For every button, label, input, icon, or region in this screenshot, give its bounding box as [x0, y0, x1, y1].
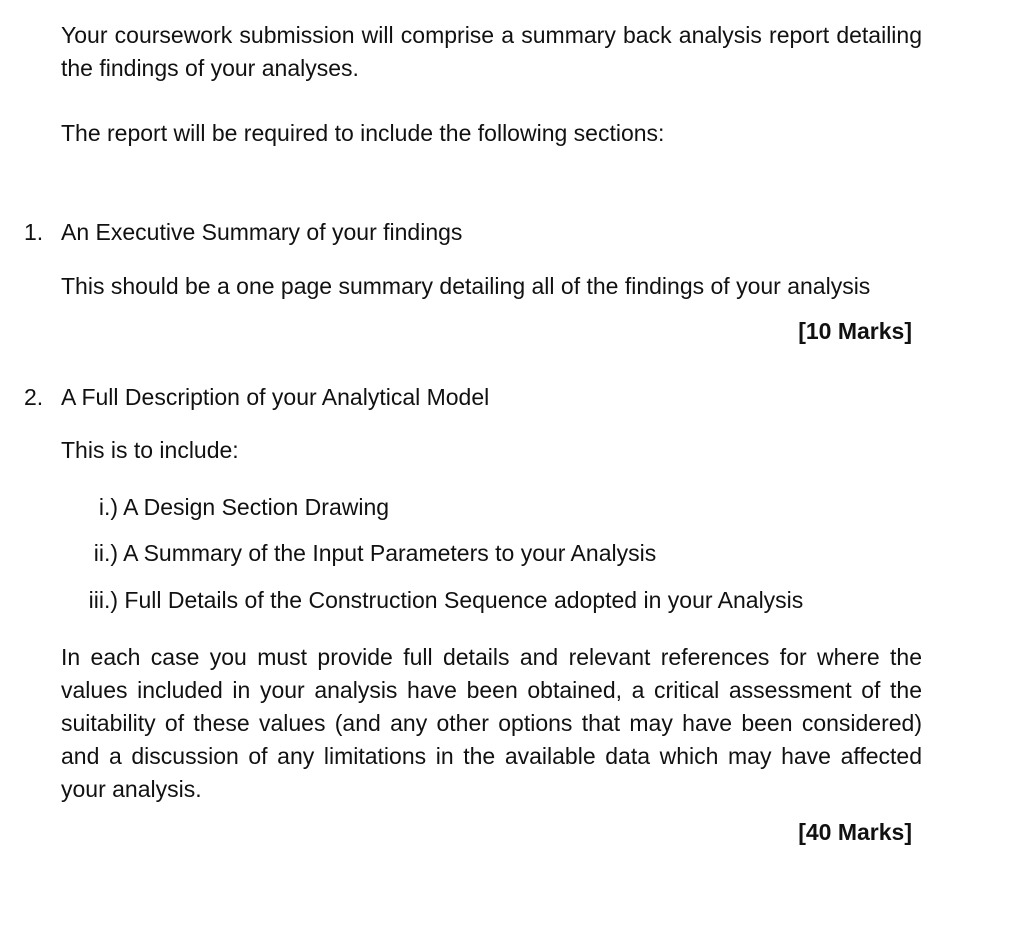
section-2-title: A Full Description of your Analytical Model — [61, 384, 490, 410]
section-2-include-label: This is to include: — [61, 437, 239, 463]
subitem-text: Full Details of the Construction Sequence adopted in your Analysis — [124, 587, 804, 613]
intro-paragraph: Your coursework submission will comprise a summary back analysis report detailing the findings of your analyses. — [61, 22, 922, 81]
section-2-number: 2. — [24, 384, 44, 410]
subitem-text: A Summary of the Input Parameters to your Analysis — [123, 540, 657, 566]
subitem-numeral: ii.) — [93, 540, 118, 566]
subitem-numeral: iii.) — [88, 587, 118, 613]
section-1-marks: [10 Marks] — [798, 318, 912, 344]
section-2-subitem — [60, 537, 960, 570]
section-2-marks: [40 Marks] — [798, 819, 912, 845]
section-1-number: 1. — [24, 219, 44, 245]
section-2-subitem — [60, 584, 960, 617]
sections-intro-text: The report will be required to include the following sections: — [61, 120, 665, 146]
section-1-description: This should be a one page summary detailing all of the findings of your analysis — [61, 273, 871, 299]
subitem-text: A Design Section Drawing — [123, 494, 390, 520]
subitem-numeral: i.) — [98, 494, 118, 520]
section-1-title: An Executive Summary of your findings — [61, 219, 463, 245]
section-2-description: In each case you must provide full details and relevant references for where the values included in your analysis have been obtained, a critical assessment of the suitability of these values (and any other options that may have been considered) and a discussion of any limitations in the available data which may have affected your analysis. — [61, 644, 922, 802]
section-2-subitem — [60, 491, 960, 524]
